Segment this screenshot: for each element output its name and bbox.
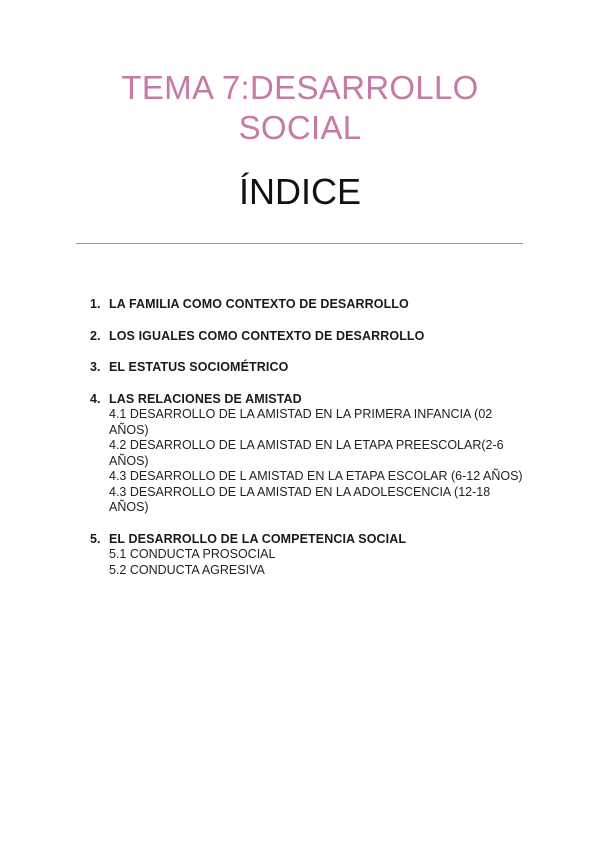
toc-subitem: 4.3 DESARROLLO DE LA AMISTAD EN LA ADOLESCENCIA (12-18 AÑOS) [109, 484, 491, 514]
toc-subitem: 5.1 CONDUCTA PROSOCIAL [109, 547, 276, 561]
toc-item-1 [90, 297, 530, 313]
toc-item-number: 5. [90, 531, 101, 546]
toc-item-label: LOS IGUALES COMO CONTEXTO DE DESARROLLO [109, 328, 425, 343]
document-title [0, 68, 600, 148]
toc-item-number: 2. [90, 328, 101, 343]
toc-item-2 [90, 329, 530, 345]
table-of-contents [90, 297, 530, 594]
toc-item-label: EL ESTATUS SOCIOMÉTRICO [109, 360, 289, 374]
toc-item-number: 4. [90, 391, 101, 406]
toc-subitem: 5.2 CONDUCTA AGRESIVA [109, 562, 265, 577]
title-line-1: TEMA 7:DESARROLLO [121, 69, 479, 106]
toc-item-label: LA FAMILIA COMO CONTEXTO DE DESARROLLO [109, 297, 409, 311]
toc-subitem: 4.3 DESARROLLO DE L AMISTAD EN LA ETAPA ESCOLAR (6-12 AÑOS) [109, 469, 523, 483]
toc-item-number: 1. [90, 297, 101, 311]
toc-item-number: 3. [90, 360, 101, 374]
toc-item-5 [90, 532, 530, 579]
divider-rule [76, 243, 523, 244]
toc-subitem: 4.1 DESARROLLO DE LA AMISTAD EN LA PRIMERA INFANCIA (02 AÑOS) [109, 407, 493, 437]
toc-item-label: EL DESARROLLO DE LA COMPETENCIA SOCIAL [109, 531, 407, 546]
toc-item-3 [90, 360, 530, 376]
title-line-2: SOCIAL [238, 109, 362, 146]
toc-item-label: LAS RELACIONES DE AMISTAD [109, 391, 302, 406]
index-heading: ÍNDICE [238, 171, 361, 212]
toc-subitem: 4.2 DESARROLLO DE LA AMISTAD EN LA ETAPA PREESCOLAR(2-6 AÑOS) [109, 438, 504, 468]
toc-item-4 [90, 392, 530, 516]
